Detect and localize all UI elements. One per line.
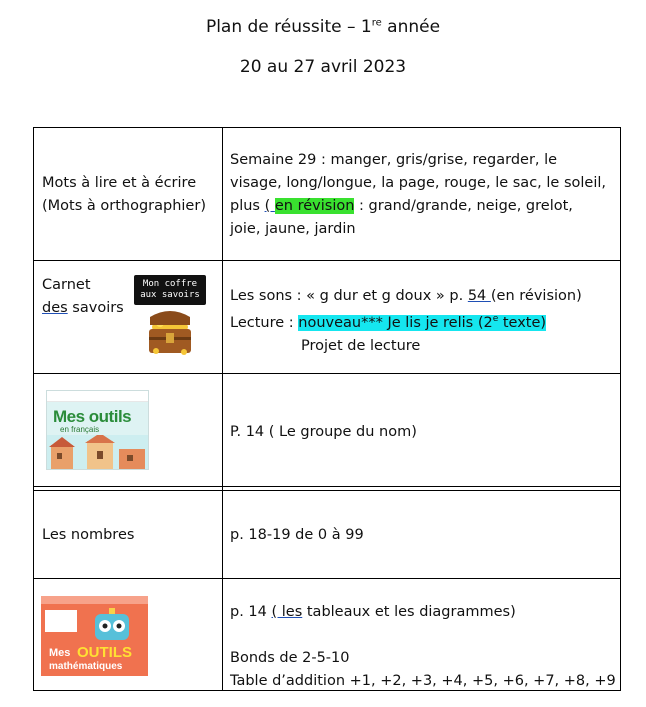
chest-icon [146,311,194,357]
treasure-chest-image: Mon coffre aux savoirs [134,275,206,359]
mes-outils-francais-cover: Mes outils en français [46,390,149,470]
nombres-content: p. 18-19 de 0 à 99 [230,527,364,543]
revision-highlight: en révision [274,198,355,214]
outils-math-content: p. 14 ( les tableaux et les diagrammes) Bonds de 2-5-10 Table d’addition +1, +2, +3, +4, +5, +6, +7, +8, +9 [230,604,616,689]
village-illustration [47,435,148,469]
mes-outils-math-cover: Mes OUTILS mathématiques [41,596,148,676]
mots-content: Semaine 29 : manger, gris/grise, regarder, le visage, long/longue, la page, rouge, le sac, le soleil, plus ( en révision : grand/grande, neige, grelot, joie, jaune, jardin [230,152,606,237]
nombres-label: Les nombres [42,527,135,543]
plan-table [33,127,621,691]
mots-label: Mots à lire et à écrire (Mots à orthographier) [42,175,206,214]
carnet-label: Carnet des savoirs [42,277,124,316]
carnet-content: Les sons : « g dur et g doux » p. 54 (en révision) Lecture : nouveau*** Je lis je relis (2e texte) Projet de lecture [230,288,582,354]
robot-icon [87,608,137,644]
reading-highlight: nouveau*** Je lis je relis (2e texte) [298,314,547,331]
outils-fr-content: P. 14 ( Le groupe du nom) [230,424,417,440]
page-title: Plan de réussite – 1re année [205,17,441,37]
date-range: 20 au 27 avril 2023 [239,57,407,77]
